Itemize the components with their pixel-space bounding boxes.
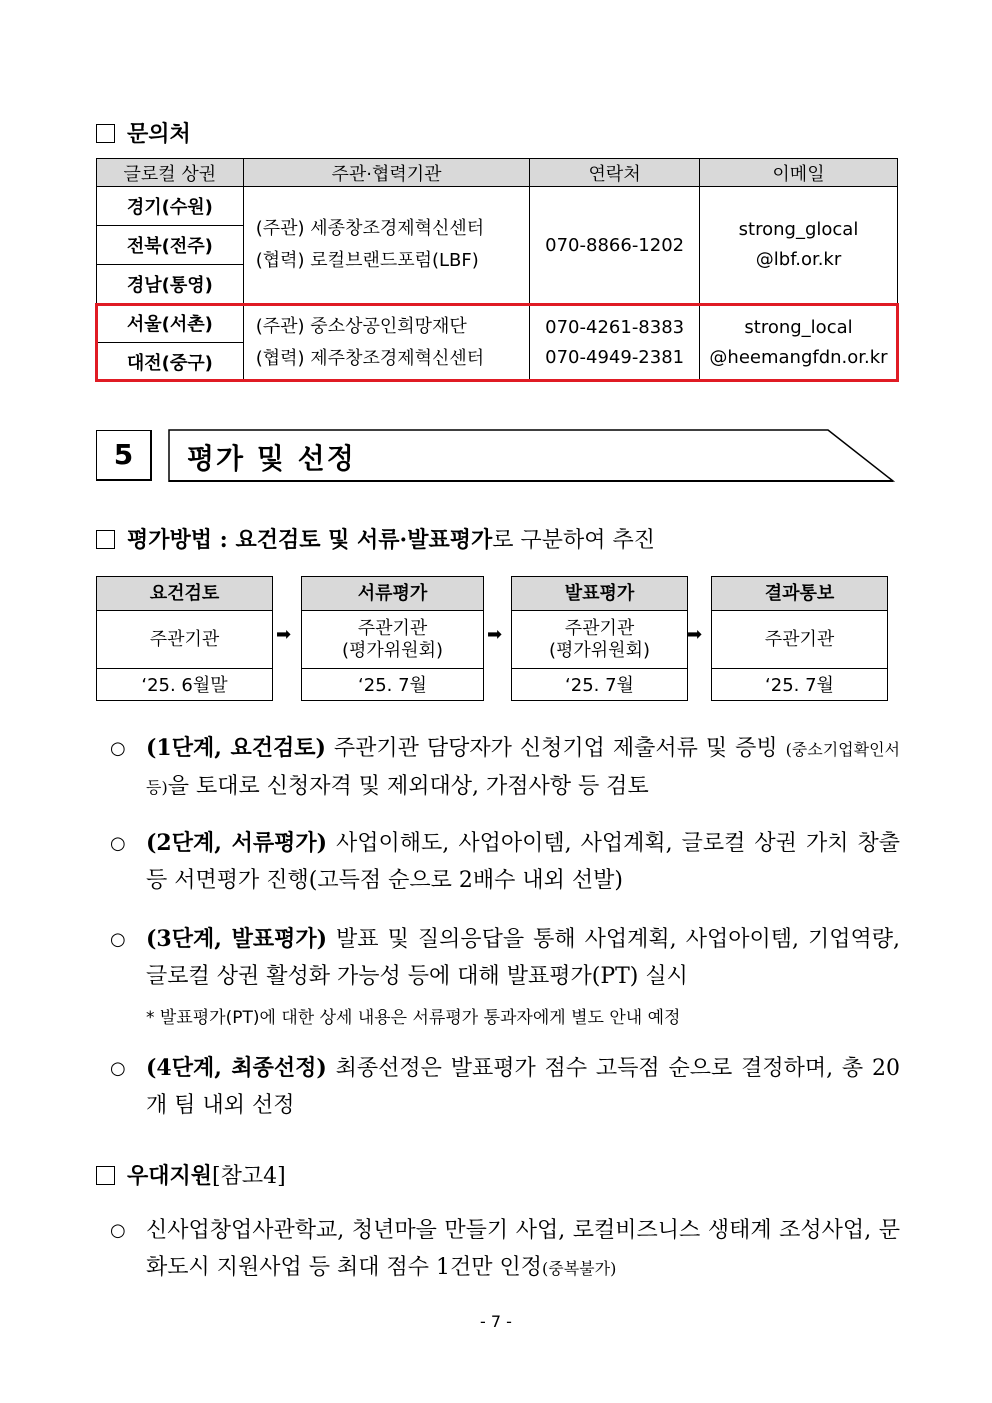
- step-small-text: (중소기업확인서 등): [146, 740, 900, 797]
- checkbox-square-icon: [96, 124, 115, 143]
- email-line: @heemangfdn.or.kr: [709, 346, 888, 368]
- flow-step-body: [712, 611, 887, 669]
- preference-paragraph: [110, 1212, 900, 1287]
- header-phone: 연락처: [530, 159, 700, 187]
- flow-step-body-line: 주관기관: [764, 628, 835, 650]
- flow-step-date: ‘25. 7월: [765, 675, 834, 696]
- checkbox-square-icon: [96, 530, 115, 549]
- flow-step-body: [97, 611, 272, 669]
- preference-ref: [참고4]: [212, 1164, 286, 1189]
- email-line: strong_local: [744, 316, 853, 338]
- step-paragraph: [110, 825, 900, 899]
- arrow-right-icon: ➡: [687, 624, 703, 645]
- bullet-circle-icon: ○: [110, 738, 126, 759]
- org-cell: [243, 187, 530, 304]
- flow-step-body-line: 주관기관: [149, 628, 220, 650]
- section-title: 평가 및 선정: [187, 442, 356, 475]
- flow-step-title: 결과통보: [712, 577, 887, 611]
- method-line: [96, 523, 655, 554]
- flow-step-body: [512, 611, 687, 669]
- bullet-circle-icon: ○: [110, 1058, 126, 1079]
- phone-cell: [530, 304, 700, 382]
- page-number: - 7 -: [480, 1312, 512, 1331]
- section-number: 5: [96, 430, 152, 481]
- flow-step-body-line: (평가위원회): [549, 639, 650, 661]
- header-org: 주관·협력기관: [243, 159, 530, 187]
- phone-line: 070-4261-8383: [545, 316, 685, 338]
- preference-heading: [96, 1159, 286, 1190]
- checkbox-square-icon: [96, 1166, 115, 1185]
- step-label: (2단계, 서류평가): [146, 830, 327, 856]
- inquiry-heading: [96, 117, 191, 148]
- step-label: (4단계, 최종선정): [146, 1055, 327, 1081]
- bullet-circle-icon: ○: [110, 1220, 126, 1241]
- region-cell: 경기(수원): [97, 187, 244, 226]
- flow-step-title: 발표평가: [512, 577, 687, 611]
- bullet-circle-icon: ○: [110, 929, 126, 950]
- region-cell: 대전(중구): [97, 343, 244, 382]
- arrow-right-icon: ➡: [276, 624, 292, 645]
- arrow-right-icon: ➡: [487, 624, 503, 645]
- step-text: 을 토대로 신청자격 및 제외대상, 가점사항 등 검토: [167, 774, 649, 799]
- org-line: (협력) 제주창조경제혁신센터: [255, 347, 485, 369]
- step-text: 발표 및 질의응답을 통해 사업계획, 사업아이템, 기업역량, 글로컬 상권 활성화 가능성 등에 대해 발표평가(PT) 실시: [146, 927, 900, 989]
- flow-step: [301, 576, 484, 701]
- flow-step-body-line: (평가위원회): [342, 639, 443, 661]
- region-cell: 경남(통영): [97, 265, 244, 304]
- flow-step-body-line: 주관기관: [564, 617, 635, 639]
- step-paragraph: [110, 921, 900, 995]
- method-rest: 로 구분하여 추진: [492, 528, 655, 553]
- region-cell: 전북(전주): [97, 226, 244, 265]
- flow-step: [511, 576, 688, 701]
- flow-step-date: ‘25. 6월말: [141, 675, 228, 696]
- region-cell: 서울(서촌): [97, 304, 244, 343]
- table-row: [97, 304, 898, 343]
- step-text: 사업이해도, 사업아이템, 사업계획, 글로컬 상권 가치 창출 등 서면평가 진행(고득점 순으로 2배수 내외 선발): [146, 831, 900, 893]
- method-bold: 평가방법 : 요건검토 및 서류·발표평가: [127, 527, 493, 553]
- pt-note: * 발표평가(PT)에 대한 상세 내용은 서류평가 통과자에게 별도 안내 예정: [146, 1008, 681, 1028]
- table-row: [97, 187, 898, 226]
- flow-step: [711, 576, 888, 701]
- step-label: (1단계, 요건검토): [146, 735, 326, 761]
- flow-step-body: [302, 611, 483, 669]
- flow-step-body-line: 주관기관: [357, 617, 428, 639]
- phone-cell: 070-8866-1202: [530, 187, 700, 304]
- org-line: (주관) 세종창조경제혁신센터: [255, 218, 485, 239]
- step-label: (3단계, 발표평가): [146, 926, 327, 952]
- email-line: strong_glocal: [738, 219, 859, 240]
- preference-title: 우대지원: [127, 1163, 213, 1189]
- step-text: 최종선정은 발표평가 점수 고득점 순으로 결정하며, 총 20개 팀 내외 선정: [146, 1056, 900, 1118]
- flow-step: [96, 576, 273, 701]
- org-cell: [243, 304, 530, 382]
- step-text: 주관기관 담당자가 신청기업 제출서류 및 증빙: [325, 736, 778, 761]
- step-paragraph: [110, 1050, 900, 1124]
- org-line: (협력) 로컬브랜드포럼(LBF): [255, 250, 479, 271]
- flow-step-title: 요건검토: [97, 577, 272, 611]
- email-cell: [700, 304, 898, 382]
- email-line: @lbf.or.kr: [755, 249, 842, 270]
- preference-text: 신사업창업사관학교, 청년마을 만들기 사업, 로컬비즈니스 생태계 조성사업, 문화도시 지원사업 등 최대 점수 1건만 인정: [146, 1218, 900, 1280]
- inquiry-table: [96, 158, 898, 382]
- table-header-row: [97, 159, 898, 187]
- flow-step-date: ‘25. 7월: [358, 675, 427, 696]
- header-region: 글로컬 상권: [97, 159, 244, 187]
- flow-step-title: 서류평가: [302, 577, 483, 611]
- preference-small-text: (중복불가): [542, 1259, 617, 1278]
- bullet-circle-icon: ○: [110, 833, 126, 854]
- header-email: 이메일: [700, 159, 898, 187]
- step-paragraph: [110, 730, 900, 806]
- org-line: (주관) 중소상공인희망재단: [255, 315, 467, 337]
- email-cell: [700, 187, 898, 304]
- flow-step-date: ‘25. 7월: [565, 675, 634, 696]
- inquiry-heading-text: 문의처: [127, 121, 191, 147]
- phone-line: 070-4949-2381: [545, 346, 685, 368]
